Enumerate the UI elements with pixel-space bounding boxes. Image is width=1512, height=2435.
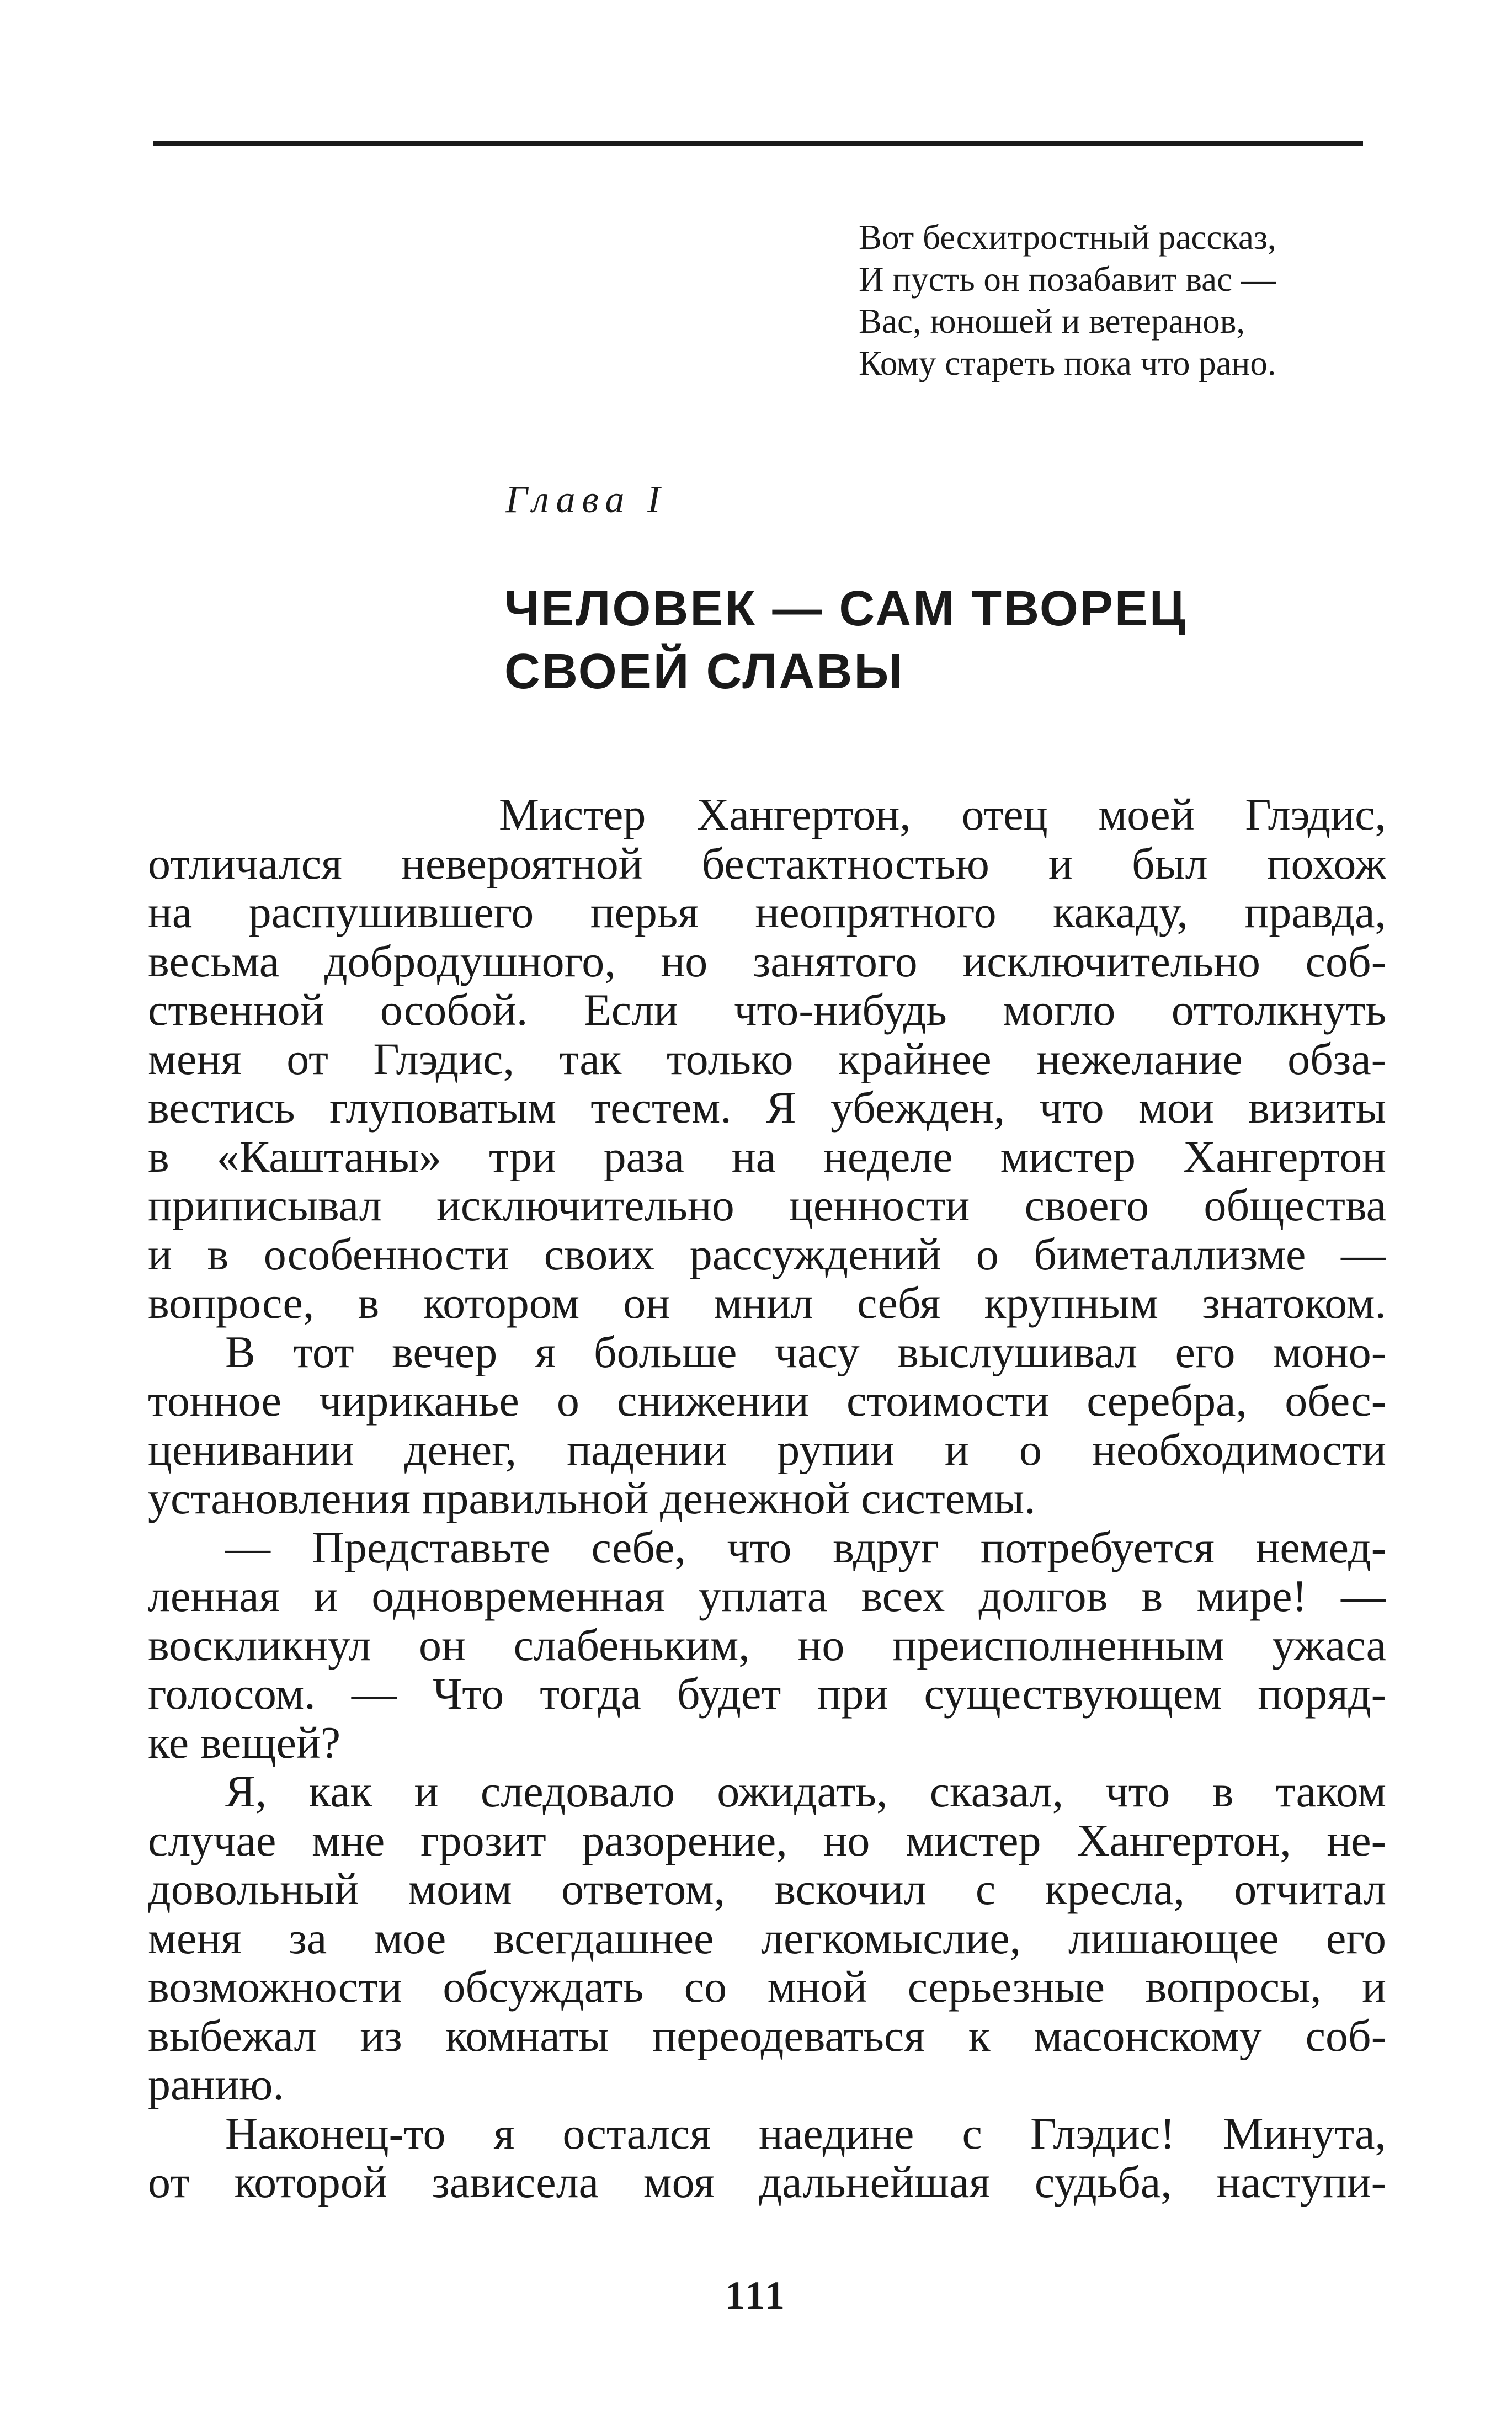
epigraph-line: И пусть он позабавит вас — (859, 260, 1276, 299)
epigraph-line: Кому стареть пока что рано. (859, 344, 1276, 382)
body-line: в «Каштаны» три раза на неделе мистер Хангертон (148, 1132, 1386, 1181)
body-line: весьма добродушного, но занятого исключительно соб- (148, 937, 1386, 986)
epigraph-line: Вот бесхитростный рассказ, (859, 218, 1276, 257)
chapter-label: Глава I (505, 479, 667, 521)
body-line: Я, как и следовало ожидать, сказал, что в таком (225, 1767, 1386, 1816)
body-line: меня за мое всегдашнее легкомыслие, лишающее его (148, 1913, 1386, 1963)
body-line: ственной особой. Если что-нибудь могло оттолкнуть (148, 986, 1386, 1035)
body-line: приписывал исключительно ценности своего общества (148, 1181, 1386, 1230)
body-line: ленная и одновременная уплата всех долгов в мире! — (148, 1572, 1386, 1621)
body-line: ценивании денег, падении рупии и о необходимости (148, 1425, 1386, 1474)
body-line: меня от Глэдис, так только крайнее нежелание обза- (148, 1034, 1386, 1083)
body-line: и в особенности своих рассуждений о биметаллизме — (148, 1230, 1386, 1279)
body-line: случае мне грозит разорение, но мистер Хангертон, не- (148, 1816, 1386, 1865)
body-line: голосом. — Что тогда будет при существующем поряд- (148, 1670, 1386, 1719)
body-line: ранию. (148, 2060, 284, 2109)
body-line: воскликнул он слабеньким, но преисполненным ужаса (148, 1620, 1386, 1670)
body-line: вопросе, в котором он мнил себя крупным знатоком. (148, 1279, 1386, 1328)
body-line: возможности обсуждать со мной серьезные вопросы, и (148, 1963, 1386, 2012)
body-line: на распушившего перья неопрятного какаду, правда, (148, 888, 1386, 937)
epigraph (859, 216, 1410, 384)
top-rule (153, 141, 1363, 146)
chapter-title-line: СВОЕЙ СЛАВЫ (504, 644, 904, 699)
chapter-title (504, 577, 1188, 703)
body-line: довольный моим ответом, вскочил с кресла, отчитал (148, 1865, 1386, 1914)
body-text (148, 790, 1386, 2207)
page-number: 111 (725, 2273, 787, 2317)
body-line: тонное чириканье о снижении стоимости серебра, обес- (148, 1376, 1386, 1426)
body-line: Наконец-то я остался наедине с Глэдис! Минута, (225, 2109, 1386, 2158)
body-line: Мистер Хангертон, отец моей Глэдис, (499, 790, 1386, 839)
body-line: от которой зависела моя дальнейшая судьба, наступи- (148, 2158, 1386, 2207)
body-line: ке вещей? (148, 1718, 341, 1767)
body-line: В тот вечер я больше часу выслушивал его моно- (225, 1327, 1386, 1376)
body-line: отличался невероятной бестактностью и был похож (148, 839, 1386, 888)
epigraph-line: Вас, юношей и ветеранов, (859, 302, 1245, 341)
body-line: — Представьте себе, что вдруг потребуется немед- (225, 1523, 1386, 1572)
body-line: выбежал из комнаты переодеваться к масонскому соб- (148, 2011, 1386, 2060)
chapter-title-line: ЧЕЛОВЕК — САМ ТВОРЕЦ (504, 581, 1188, 636)
body-line: вестись глуповатым тестем. Я убежден, что мои визиты (148, 1083, 1386, 1133)
body-line: установления правильной денежной системы. (148, 1474, 1036, 1523)
